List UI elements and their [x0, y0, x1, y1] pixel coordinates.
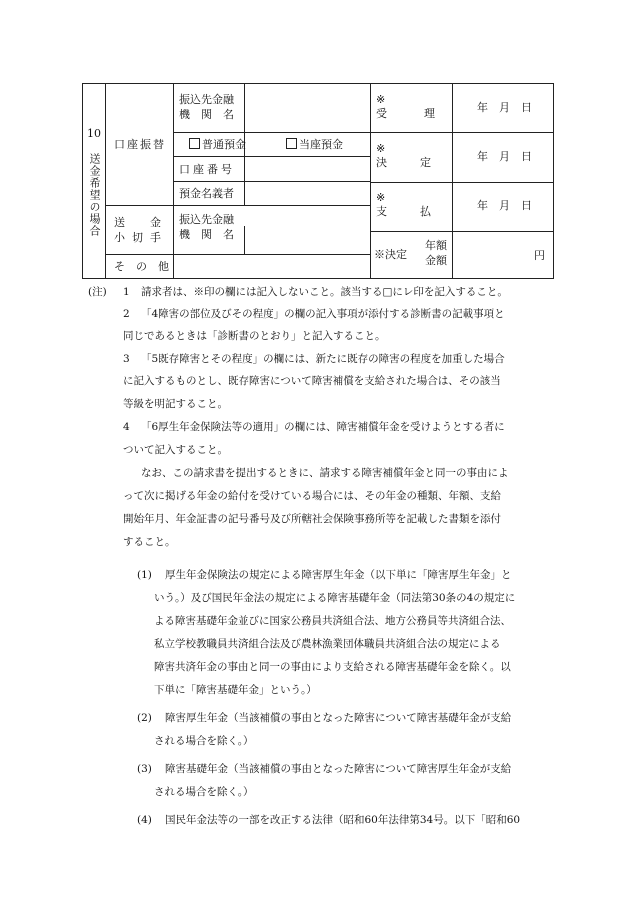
note-4-line-2: ついて記入すること。 — [123, 444, 228, 456]
note-3-line-1: 「5既存障害とその程度」の欄には、新たに既存の障害の程度を加重した場合 — [141, 353, 505, 365]
sonota-label: そ の 他 — [114, 260, 169, 273]
kettei-date: 年 月 日 — [477, 150, 532, 163]
kingaku-label: 金額 — [425, 254, 447, 267]
sub-4-number: (4) — [137, 814, 152, 826]
sub-1-line-4: 私立学校教職員共済組合法及び農林漁業団体職員共済組合法の規定による — [154, 638, 501, 650]
soukin-bank-label-2: 機 関 名 — [179, 228, 234, 241]
sub-1-number: (1) — [137, 569, 152, 581]
koza-furikae-label: 口座振替 — [114, 138, 166, 151]
uketsuke-mark: ※ — [376, 93, 386, 106]
section-title: 送金希望の場合 — [88, 153, 101, 237]
touza-yokin-label: 当座預金 — [299, 138, 343, 151]
meigi-label: 預金名義者 — [179, 187, 234, 200]
yen-unit: 円 — [534, 249, 545, 262]
kettei-mark: ※ — [376, 142, 386, 155]
shiharai-label: 支 払 — [376, 205, 431, 218]
sub-3-line-2: される場合を除く。） — [154, 786, 254, 798]
sub-2-line-2: される場合を除く。） — [154, 735, 254, 747]
note-1-number: 1 — [123, 286, 130, 298]
sub-3-number: (3) — [137, 763, 152, 775]
furikomi-bank-label-2: 機 関 名 — [179, 108, 234, 121]
section-number: 10 — [87, 127, 101, 140]
sub-2-number: (2) — [137, 712, 152, 724]
furikomi-bank-label-1: 振込先金融 — [179, 93, 234, 106]
note-3-line-2: に記入するものとし、既存障害について障害補償を支給された場合は、その該当 — [123, 375, 501, 387]
uketsuke-date: 年 月 日 — [477, 101, 532, 114]
note-4-number: 4 — [123, 421, 130, 433]
paragraph-line-4: すること。 — [123, 536, 176, 548]
sub-2-line-1: 障害厚生年金（当該補償の事由となった障害について障害基礎年金が支給 — [165, 712, 512, 724]
note-2-line-1: 「4障害の部位及びその程度」の欄の記入事項が添付する診断書の記載事項と — [141, 308, 505, 320]
sub-3-line-1: 障害基礎年金（当該補償の事由となった障害について障害厚生年金が支給 — [165, 763, 512, 775]
paragraph-line-2: って次に掲げる年金の給付を受けている場合には、その年金の種類、年額、支給 — [123, 490, 501, 502]
sub-1-line-3: よる障害基礎年金並びに国家公務員共済組合法、地方公務員等共済組合法、 — [154, 615, 511, 627]
note-2-line-2: 同じであるときは「診断書のとおり」と記入すること。 — [123, 330, 386, 342]
nengaku-label: 年額 — [425, 239, 447, 252]
koza-bango-label: 口座番号 — [179, 163, 235, 176]
notes-label: (注) — [88, 286, 107, 298]
note-3-line-3: 等級を明記すること。 — [123, 398, 228, 410]
note-2-number: 2 — [123, 308, 130, 320]
soukin-bank-label-1: 振込先金融 — [179, 213, 234, 226]
soukin-label: 送 金 — [114, 216, 162, 229]
note-3-number: 3 — [123, 353, 130, 365]
sub-1-line-5: 障害共済年金の事由と同一の事由により支給される障害基礎年金を除く。以 — [154, 661, 511, 673]
paragraph-line-3: 開始年月、年金証書の記号番号及び所轄社会保険事務所等を記載した書類を添付 — [123, 513, 501, 525]
futsu-yokin-label: 普通預金 — [202, 138, 246, 151]
note-4-line-1: 「6厚生年金保険法等の適用」の欄には、障害補償年金を受けようとする者に — [141, 421, 505, 433]
shiharai-mark: ※ — [376, 191, 386, 204]
shiharai-date: 年 月 日 — [477, 199, 532, 212]
uketsuke-label: 受 理 — [376, 107, 436, 120]
paragraph-line-1: なお、この請求書を提出するときに、請求する障害補償年金と同一の事由によ — [141, 467, 509, 479]
sub-1-line-1: 厚生年金保険法の規定による障害厚生年金（以下単に「障害厚生年金」と — [165, 569, 512, 581]
sub-4-line-1: 国民年金法等の一部を改正する法律（昭和60年法律第34号。以下「昭和60 — [165, 814, 521, 826]
sub-1-line-2: いう。）及び国民年金法の規定による障害基礎年金（同法第30条の4の規定に — [154, 592, 516, 604]
kogitte-label: 小切手 — [114, 231, 168, 244]
kettei-gaku-label: ※決定 — [374, 248, 407, 261]
note-1-line-1: 請求者は、※印の欄には記入しないこと。該当する□にレ印を記入すること。 — [141, 286, 508, 298]
kettei-label: 決 定 — [376, 156, 431, 169]
sub-1-line-6: 下単に「障害基礎年金」という。） — [154, 684, 317, 696]
